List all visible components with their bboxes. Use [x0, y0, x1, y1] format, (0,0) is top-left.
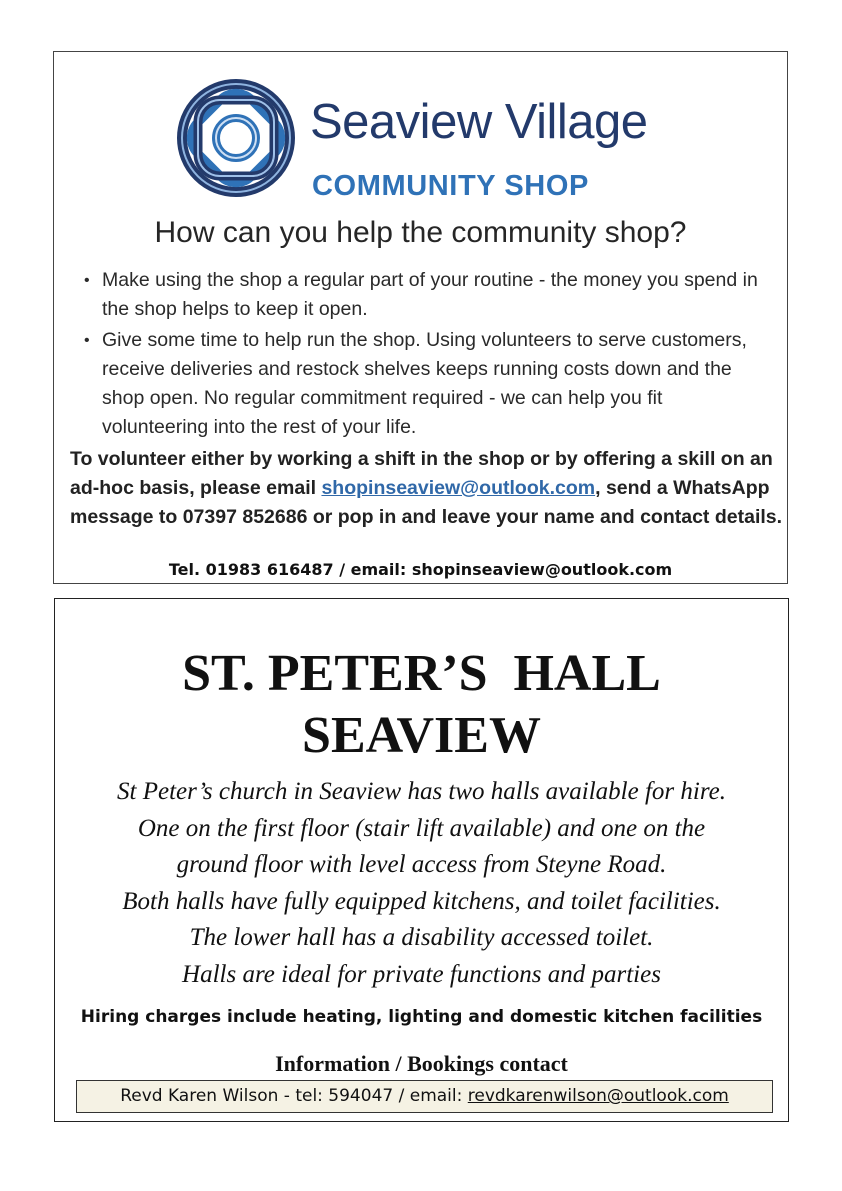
bookings-contact-text: Revd Karen Wilson - tel: 594047 / email:	[120, 1086, 468, 1106]
logo-subtitle: COMMUNITY SHOP	[312, 170, 589, 202]
help-item-shop-regularly: • Make using the shop a regular part of your routine - the money you spend in the shop helps to keep it open.	[82, 266, 772, 324]
hall-description-line: ground floor with level access from Steyne Road.	[176, 851, 667, 878]
volunteer-text-start: To volunteer either by working a shift in the shop or by offering a skill on an ad-hoc basis, please email	[70, 448, 773, 499]
hall-description	[55, 774, 788, 993]
help-list	[82, 266, 772, 444]
shop-email-link[interactable]: shopinseaview@outlook.com	[321, 477, 596, 499]
hall-title	[55, 643, 788, 767]
shop-heading: How can you help the community shop?	[154, 216, 687, 249]
hall-description-line: Halls are ideal for private functions and parties	[182, 960, 661, 988]
hall-description-line: Both halls have fully equipped kitchens, and toilet facilities.	[122, 887, 721, 915]
bookings-email-link[interactable]: revdkarenwilson@outlook.com	[467, 1086, 729, 1106]
volunteer-paragraph	[70, 445, 786, 532]
hall-title-line-1: ST. PETER’S HALL	[182, 645, 661, 702]
hall-description-line: One on the first floor (stair lift available) and one on the	[137, 814, 706, 842]
hall-advert	[54, 598, 789, 1122]
hall-title-line-2: SEAVIEW	[302, 707, 541, 764]
help-item-volunteer: • Give some time to help run the shop. Using volunteers to serve customers, receive deliveries and restock shelves keeps running costs down and the shop open. No regular commitment required - we can help you fit volunteering into the rest of your life.	[82, 326, 772, 442]
celtic-knot-icon	[176, 78, 296, 198]
hall-description-line: St Peter’s church in Seaview has two halls available for hire.	[117, 778, 726, 805]
shop-contact-line: Tel. 01983 616487 / email: shopinseaview@outlook.com	[168, 560, 673, 579]
logo-name: Seaview Village	[310, 95, 648, 149]
hiring-charges: Hiring charges include heating, lighting and domestic kitchen facilities	[80, 1007, 763, 1027]
shop-logo	[176, 78, 648, 202]
volunteer-text-end: , send a WhatsApp message to 07397 852686 or pop in and leave your name and contact details.	[70, 477, 783, 528]
hall-description-line: The lower hall has a disability accessed toilet.	[189, 924, 654, 951]
shop-advert	[53, 51, 788, 584]
bookings-heading: Information / Bookings contact	[275, 1051, 568, 1076]
bookings-contact-box	[76, 1080, 773, 1113]
